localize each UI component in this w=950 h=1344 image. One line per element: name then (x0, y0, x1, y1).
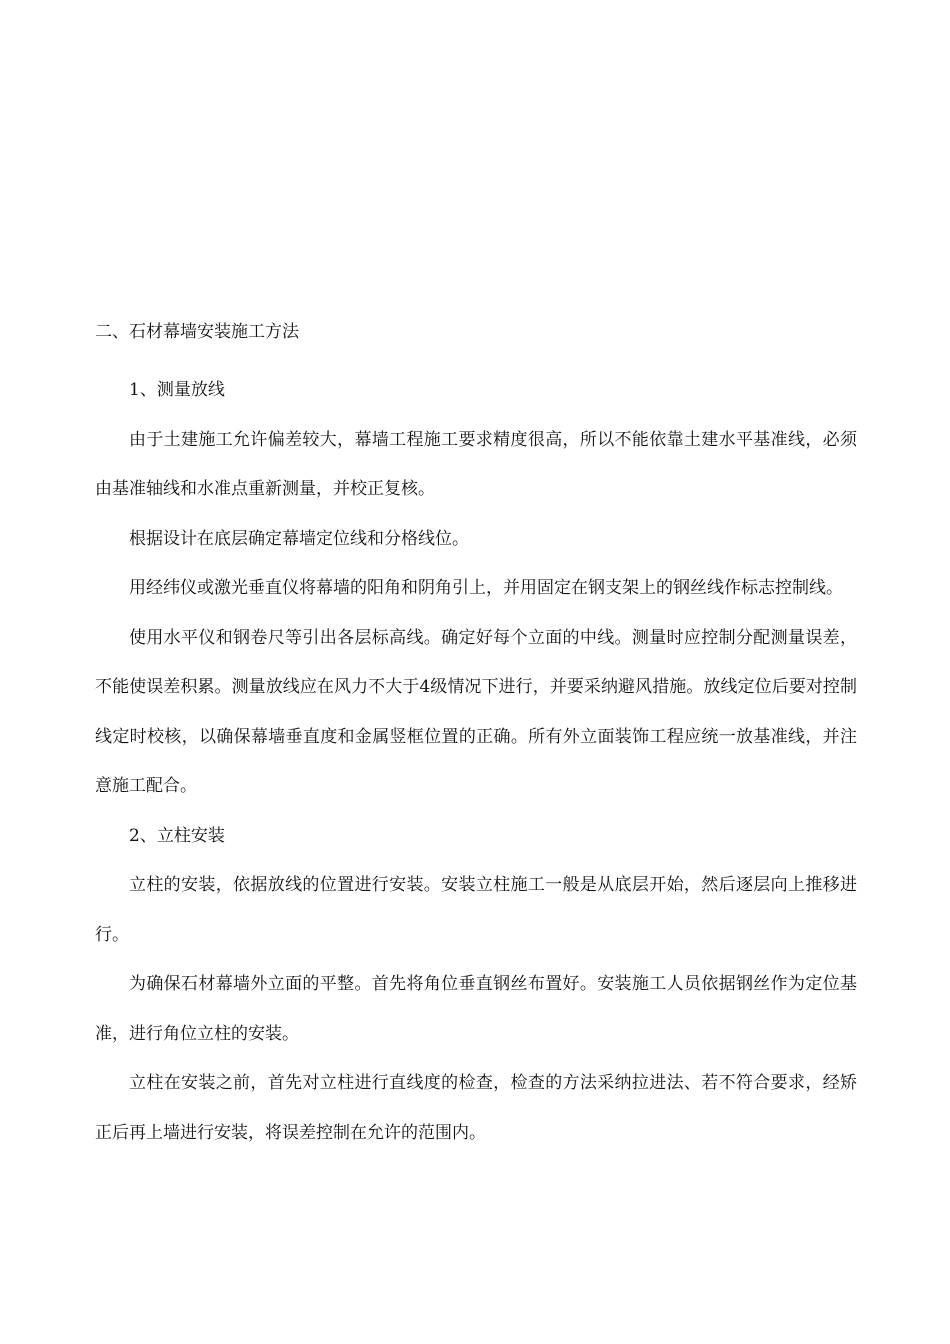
paragraph: 为确保石材幕墙外立面的平整。首先将角位垂直钢丝布置好。安装施工人员依据钢丝作为定位基准，进行角位立柱的安装。 (95, 974, 857, 1044)
paragraph: 用经纬仪或激光垂直仪将幕墙的阳角和阴角引上，并用固定在钢支架上的钢丝线作标志控制线。 (129, 578, 843, 598)
paragraph: 由于土建施工允许偏差较大，幕墙工程施工要求精度很高，所以不能依靠土建水平基准线，必须由基准轴线和水准点重新测量，并校正复核。 (95, 429, 857, 499)
document-body (95, 316, 857, 1158)
subsection-title-column-install: 2、立柱安装 (129, 825, 225, 846)
paragraph: 使用水平仪和钢卷尺等引出各层标高线。确定好每个立面的中线。测量时应控制分配测量误差，不能使误差积累。测量放线应在风力不大于4级情况下进行，并要采纳避风措施。放线定位后要对控制线定时校核，以确保幕墙垂直度和金属竖框位置的正确。所有外立面装饰工程应统一放基准线，并注意施工配合。 (95, 627, 857, 796)
paragraph: 立柱在安装之前，首先对立柱进行直线度的检查，检查的方法采纳拉进法、若不符合要求，经矫正后再上墙进行安装，将误差控制在允许的范围内。 (95, 1073, 857, 1143)
subsection-title-survey: 1、测量放线 (129, 380, 225, 400)
paragraph: 根据设计在底层确定幕墙定位线和分格线位。 (129, 528, 469, 549)
section-heading: 二、石材幕墙安装施工方法 (95, 322, 299, 342)
paragraph: 立柱的安装，依据放线的位置进行安装。安装立柱施工一般是从底层开始，然后逐层向上推移进行。 (95, 875, 857, 945)
